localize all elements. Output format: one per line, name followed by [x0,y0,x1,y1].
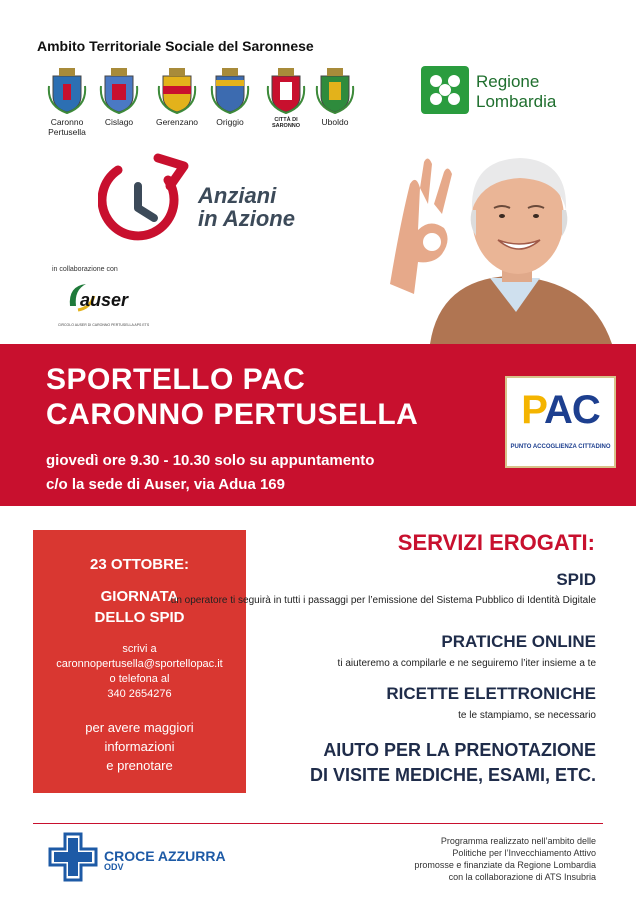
spid-day-date: 23 OTTOBRE: [90,556,189,573]
pac-logo-subtitle: PUNTO ACCOGLIENZA CITTADINO [510,444,611,450]
croce-azzurra-name: CROCE AZZURRA [104,848,226,864]
service-spid-title: SPID [556,570,596,589]
services-heading: SERVIZI EROGATI: [397,530,595,555]
crest-gerenzano [150,66,204,127]
croce-azzurra-cross-icon [48,832,98,882]
crest-gerenzano-icon [157,66,197,114]
sportello-location: c/o la sede di Auser, via Adua 169 [46,476,285,493]
crest-saronno-icon [266,66,306,114]
crest-label-uboldo: Uboldo [321,117,349,127]
program-note: Programma realizzato nell’ambito delle Politiche per l’Invecchiamento Attivo promosse e finanziate da Regione Lombardia con la collaborazione di ATS Insubria [414,836,596,882]
crest-uboldo-icon [315,66,355,114]
service-booking-title: AIUTO PER LA PRENOTAZIONE DI VISITE MEDICHE, ESAMI, ETC. [309,740,596,785]
sportello-title [46,362,418,432]
footer-divider [33,823,603,824]
sportello-schedule: giovedì ore 9.30 - 10.30 solo su appuntamento [46,452,375,469]
anziani-in-azione-title [198,184,295,230]
spid-day-contact: scrivi a caronnopertusella@sportellopac.it o telefona al 340 2654276 [56,643,223,700]
auser-subtitle: CIRCOLO AUSER DI CARONNO PERTUSELLA APS ETS [58,323,150,327]
ambito-title: Ambito Territoriale Sociale del Saronnese [37,38,314,54]
spid-day-more-info: per avere maggiori informazioni e prenotare [85,720,194,773]
crest-origgio [203,66,257,127]
pac-logo-letters: PAC [521,388,600,432]
anziani-in-azione-logo-icon [98,152,198,244]
auser-logo [60,278,140,318]
aia-line2: in Azione [198,206,295,231]
regione-lombardia-text: Regione Lombardia [476,72,557,111]
crest-uboldo [308,66,362,127]
crest-label-origgio: Origgio [216,117,244,127]
sportello-title-line1: SPORTELLO PAC [46,363,306,396]
crest-label-saronno: CITTÀ DI SARONNO [271,117,301,129]
croce-azzurra-odv: ODV [104,862,124,872]
crest-caronno [40,66,94,137]
service-spid-desc: un operatore ti seguirà in tutti i passaggi per l’emissione del Sistema Pubblico di Identità Digitale [170,595,596,606]
crest-label-gerenzano: Gerenzano [155,117,199,127]
aia-line1: Anziani [198,183,277,208]
municipality-crests [40,66,360,146]
spid-day-title: GIORNATA DELLO SPID [94,588,185,626]
regione-lombardia-logo-icon [421,66,469,114]
crest-label-caronno: Caronno Pertusella [48,117,86,137]
pac-logo [505,376,616,468]
spid-day-box [33,530,246,793]
crest-cislago-icon [99,66,139,114]
crest-origgio-icon [210,66,250,114]
service-ricette-desc: te le stampiamo, se necessario [458,710,596,721]
service-ricette-title: RICETTE ELETTRONICHE [386,684,596,703]
service-pratiche-title: PRATICHE ONLINE [441,632,596,651]
crest-label-cislago: Cislago [104,117,134,127]
crest-caronno-icon [47,66,87,114]
elderly-man-photo [390,144,636,344]
service-pratiche-desc: ti aiuteremo a compilarle e ne seguiremo l’iter insieme a te [337,658,596,669]
auser-name: auser [80,290,129,310]
collab-label: in collaborazione con [52,266,118,273]
crest-cislago [92,66,146,127]
sportello-title-line2: CARONNO PERTUSELLA [46,398,419,431]
crest-saronno [259,66,313,129]
